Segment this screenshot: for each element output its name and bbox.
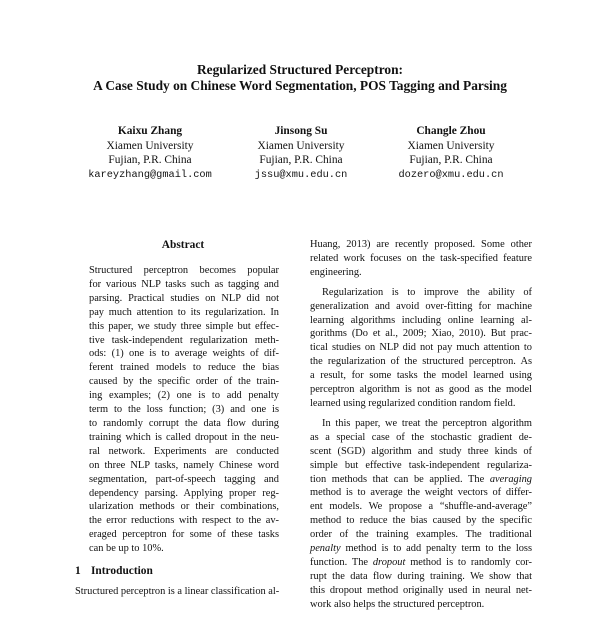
author-name: Jinsong Su xyxy=(274,125,328,137)
text-line: related work focuses on the task-specified feature xyxy=(310,252,532,264)
text-line: rupt the data flow during training. We show that xyxy=(310,570,532,582)
author-block-3 xyxy=(366,124,536,182)
author-affiliation: Xiamen University xyxy=(407,139,495,152)
author-name: Changle Zhou xyxy=(416,125,486,137)
text-line: perceptron algorithm is not as good as the model xyxy=(310,384,532,396)
text-fragment: method is to add penalty term to the loss xyxy=(340,543,532,555)
abstract-line: this paper, we study three simple but effec- xyxy=(89,320,279,332)
abstract-line: on three NLP tasks, namely Chinese word xyxy=(89,459,279,471)
abstract-line: pay much attention to its regularization. In xyxy=(89,306,279,318)
text-line: work also helps the structured perceptron. xyxy=(310,598,485,610)
section-heading-introduction xyxy=(75,564,153,578)
abstract-line: term to the loss function; (3) and one is xyxy=(89,404,279,416)
abstract-line: can be up to 10%. xyxy=(89,543,164,555)
text-line xyxy=(310,473,532,487)
abstract-line: ferent trained models to reduce the bias xyxy=(89,362,279,374)
text-line xyxy=(310,542,532,556)
text-line: gorithms (Do et al., 2009; Xiao, 2010). But prac- xyxy=(310,328,532,340)
text-fragment: function. The xyxy=(310,556,373,568)
author-affiliation: Xiamen University xyxy=(257,139,345,152)
author-affiliation: Xiamen University xyxy=(106,139,194,152)
abstract-heading: Abstract xyxy=(161,239,205,251)
text-line: learning algorithms including online learning al- xyxy=(310,314,532,326)
section-number: 1 xyxy=(75,565,81,577)
paragraph-regularization xyxy=(310,286,532,411)
author-location: Fujian, P.R. China xyxy=(259,154,343,167)
text-line: engineering. xyxy=(310,266,362,278)
abstract-line: tive task-independent regularization meth- xyxy=(89,334,279,346)
right-column xyxy=(310,238,532,618)
text-line: this dropout method originally used in neural net- xyxy=(310,584,532,596)
paragraph-this-paper xyxy=(310,417,532,612)
abstract-line: ral network. Experiments are conducted xyxy=(89,445,279,457)
text-line: Huang, 2013) are recently proposed. Some other xyxy=(310,239,532,250)
author-location: Fujian, P.R. China xyxy=(108,154,192,167)
abstract-line: ods: (1) one is to average weights of dif- xyxy=(89,348,279,360)
abstract-body xyxy=(89,264,279,556)
abstract-line: to randomly corrupt the data flow during xyxy=(89,417,279,429)
abstract-line: eraged perceptron for some of these tasks xyxy=(89,529,279,541)
text-line: ent models. We propose a “shuffle-and-average” xyxy=(310,501,532,513)
author-email[interactable]: jssu@xmu.edu.cn xyxy=(254,168,348,181)
text-line: a result, for some tasks the model learned using xyxy=(310,370,532,382)
paragraph-related-work xyxy=(310,238,532,280)
text-line: tical studies on NLP did not pay much attention to xyxy=(310,342,532,354)
text-line: scent (SGD) algorithm and study three kinds of xyxy=(310,445,532,457)
abstract-line: ularization methods or their combinations, xyxy=(89,501,279,513)
text-line xyxy=(310,556,532,570)
text-line: method to reduce the bias caused by the specific xyxy=(310,515,532,527)
author-name: Kaixu Zhang xyxy=(117,125,183,137)
text-line: simple but effective task-independent regulariza- xyxy=(310,459,532,471)
abstract-line: segmentation, part-of-speech tagging and xyxy=(89,473,279,485)
abstract-line: parsing. Practical studies on NLP did not xyxy=(89,292,279,304)
text-line: Regularization is to improve the ability of xyxy=(322,286,532,298)
emphasis-averaging: averaging xyxy=(489,473,532,485)
author-email[interactable]: kareyzhang@gmail.com xyxy=(88,168,212,181)
text-line: generalization and avoid over-fitting for machine xyxy=(310,300,532,312)
author-block-2 xyxy=(216,124,386,182)
abstract-line: ing examples; (2) one is to add penalty xyxy=(89,390,279,402)
title-line-1: Regularized Structured Perceptron: xyxy=(196,62,404,77)
title-line-2: A Case Study on Chinese Word Segmentation, POS Tagging and Parsing xyxy=(93,78,507,93)
abstract-line: Structured perceptron becomes popular xyxy=(89,265,279,276)
author-email[interactable]: dozero@xmu.edu.cn xyxy=(398,168,504,181)
text-line: the regularization of the structured perceptron. As xyxy=(310,356,532,368)
text-fragment: tion methods that can be applied. The xyxy=(310,473,490,485)
section-title: Introduction xyxy=(91,565,153,577)
abstract-line: the error reductions with respect to the av- xyxy=(89,515,279,527)
abstract-line: caused by the specific order of the train- xyxy=(89,376,279,388)
abstract-line: training which is called dropout in the neu- xyxy=(89,431,279,443)
intro-first-line: Structured perceptron is a linear classification al- xyxy=(75,586,280,597)
paper-title xyxy=(0,62,600,94)
text-line: learned using regularized condition random field. xyxy=(310,397,516,409)
emphasis-dropout: dropout xyxy=(372,556,406,568)
abstract-line: for various NLP tasks such as tagging and xyxy=(89,278,279,290)
text-line: method is to average the weight vectors of differ- xyxy=(310,487,532,499)
abstract-line: dependency parsing. Applying proper reg- xyxy=(89,487,279,499)
text-line: In this paper, we treat the perceptron algorithm xyxy=(322,417,532,429)
emphasis-penalty: penalty xyxy=(310,543,341,555)
text-line: order of the training examples. The traditional xyxy=(310,529,532,541)
author-location: Fujian, P.R. China xyxy=(409,154,493,167)
author-block-1 xyxy=(65,124,235,182)
text-fragment: method is to randomly cor- xyxy=(405,556,533,568)
text-line: as a special case of the stochastic gradient de- xyxy=(310,431,532,443)
